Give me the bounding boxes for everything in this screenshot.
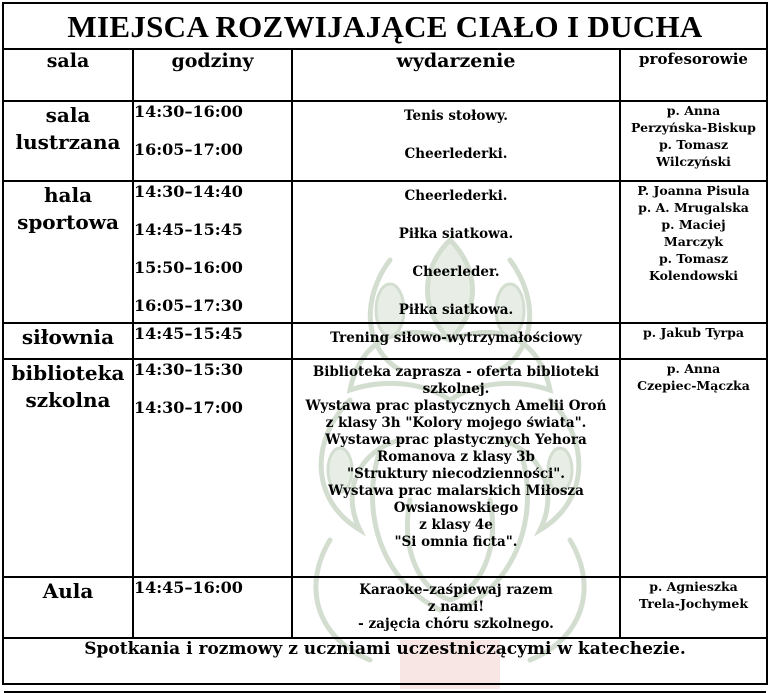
event-line: "Struktury niecodzienności".: [347, 466, 565, 482]
room-name: hala: [43, 183, 93, 207]
event-line: Trening siłowo-wytrzymałościowy: [330, 330, 582, 346]
teacher-line: Trela-Jochymek: [638, 596, 749, 611]
teacher-line: p. Anna: [666, 361, 721, 376]
time-slot: 14:45–15:45: [134, 324, 243, 343]
time-slot: 15:50–16:00: [134, 258, 243, 277]
teachers-cell: [620, 101, 766, 181]
event-line: Romanova z klasy 3b: [377, 449, 535, 465]
events-cell: [292, 577, 620, 638]
room-cell: [4, 181, 133, 323]
teachers-cell: [620, 323, 766, 359]
room-name: siłownia: [21, 325, 115, 349]
teacher-line: Wilczyński: [656, 154, 731, 169]
schedule-sheet: [2, 2, 768, 685]
events-cell: [292, 323, 620, 359]
room-name: szkolna: [25, 388, 111, 412]
header-event: wydarzenie: [292, 50, 620, 101]
time-slot: 14:30–14:40: [134, 182, 243, 201]
header-room: sala: [4, 50, 133, 101]
event-line: z klasy 3h "Kolory mojego świata".: [325, 415, 587, 431]
teacher-line: p. Agnieszka: [649, 579, 738, 594]
table-row: [4, 101, 766, 181]
page-title: MIEJSCA ROZWIJAJĄCE CIAŁO I DUCHA: [4, 4, 766, 50]
room-name: sala: [45, 103, 91, 127]
table-row: [4, 577, 766, 638]
events-cell: [292, 101, 620, 181]
events-cell: [292, 359, 620, 577]
events-cell: [292, 181, 620, 323]
hours-cell: [133, 577, 292, 638]
teacher-line: p. Tomasz: [658, 251, 729, 266]
header-hours: godziny: [133, 50, 292, 101]
time-slot: 14:30–17:00: [134, 398, 243, 417]
room-cell: [4, 577, 133, 638]
event-line: Wystawa prac malarskich Miłosza: [328, 483, 584, 499]
event-line: Piłka siatkowa.: [398, 302, 514, 318]
time-slot: 16:05–17:30: [134, 296, 243, 315]
hours-cell: [133, 181, 292, 323]
header-teachers: profesorowie: [620, 50, 766, 101]
event-line: Piłka siatkowa.: [398, 226, 514, 242]
event-line: z klasy 4e: [419, 517, 493, 533]
time-slot: 16:05–17:00: [134, 140, 243, 159]
event-line: "Si omnia ficta".: [394, 534, 518, 550]
room-name: Aula: [42, 579, 94, 603]
footer-note: Spotkania i rozmowy z uczniami uczestniczącymi w katechezie.: [4, 638, 766, 692]
hours-cell: [133, 359, 292, 577]
teacher-line: Perzyńska-Biskup: [631, 120, 756, 135]
event-line: Tenis stołowy.: [404, 108, 508, 124]
room-name: lustrzana: [15, 130, 121, 154]
room-name: biblioteka: [11, 361, 125, 385]
event-line: - zajęcia chóru szkolnego.: [358, 616, 554, 632]
hours-cell: [133, 101, 292, 181]
event-line: szkolnej.: [422, 381, 490, 397]
header-row: [4, 50, 766, 101]
teacher-line: p. Maciej: [661, 217, 726, 232]
teacher-line: p. Anna: [666, 103, 721, 118]
event-line: Wystawa prac plastycznych Yehora: [325, 432, 587, 448]
event-line: Cheerlederki.: [404, 146, 508, 162]
event-line: Karaoke–zaśpiewaj razem: [359, 582, 553, 598]
time-slot: 14:45–16:00: [134, 578, 243, 597]
table-row: [4, 359, 766, 577]
event-line: Cheerleder.: [412, 264, 500, 280]
teacher-line: p. Tomasz: [658, 137, 729, 152]
event-line: Biblioteka zaprasza - oferta biblioteki: [312, 364, 600, 380]
schedule-table: [4, 50, 766, 693]
footer-row: [4, 638, 766, 692]
event-line: Cheerlederki.: [404, 188, 508, 204]
room-cell: [4, 101, 133, 181]
room-name: sportowa: [17, 210, 119, 234]
teacher-line: Czepiec-Mączka: [637, 378, 750, 393]
event-line: z nami!: [427, 599, 485, 615]
teacher-line: Marczyk: [663, 234, 724, 249]
teachers-cell: [620, 181, 766, 323]
teacher-line: p. A. Mrugalska: [638, 200, 749, 215]
room-cell: [4, 359, 133, 577]
teachers-cell: [620, 577, 766, 638]
teacher-line: Kolendowski: [648, 268, 738, 283]
hours-cell: [133, 323, 292, 359]
time-slot: 14:30–16:00: [134, 102, 243, 121]
table-row: [4, 323, 766, 359]
teachers-cell: [620, 359, 766, 577]
teacher-line: P. Joanna Pisula: [637, 183, 750, 198]
time-slot: 14:30–15:30: [134, 360, 243, 379]
event-line: Wystawa prac plastycznych Amelii Oroń: [305, 398, 607, 414]
event-line: Owsianowskiego: [393, 500, 519, 516]
room-cell: [4, 323, 133, 359]
time-slot: 14:45–15:45: [134, 220, 243, 239]
teacher-line: p. Jakub Tyrpa: [643, 325, 744, 340]
table-row: [4, 181, 766, 323]
